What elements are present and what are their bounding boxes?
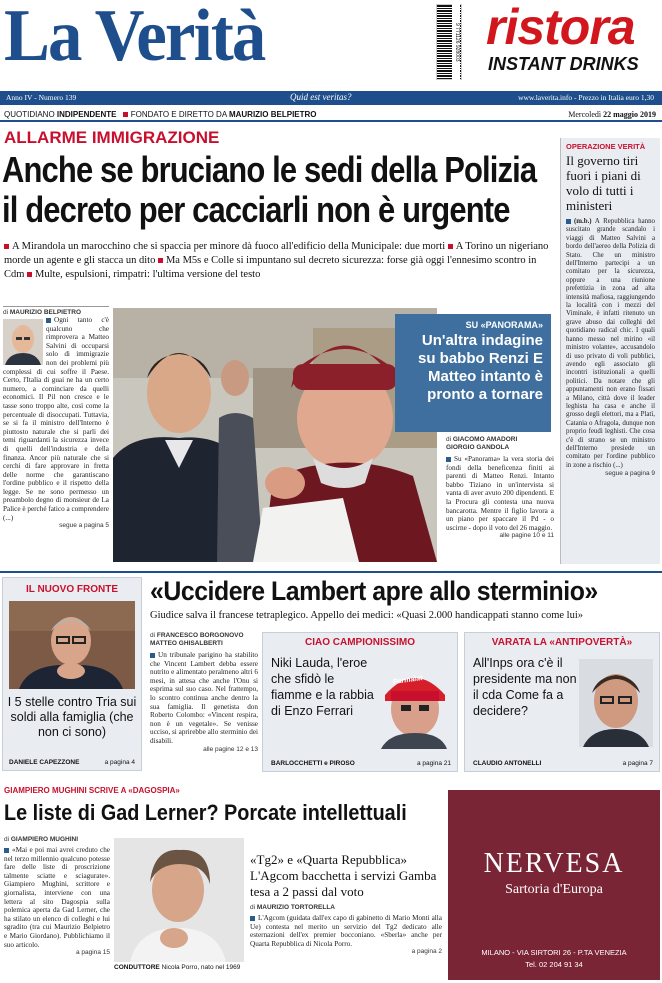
tria-photo: [9, 601, 135, 689]
lauda-box: [262, 632, 458, 772]
bullet-icon: [27, 272, 32, 277]
porro-photo: [114, 838, 244, 962]
inps-headline: All'Inps ora c'è il presidente ma non il cda Come fa a decidere?: [473, 656, 577, 718]
editorial: [3, 306, 109, 568]
byline-prefix: di: [446, 436, 452, 443]
daily-label: QUOTIDIANO: [4, 110, 55, 119]
renzi-author-2: GIORGIO GANDOLA: [446, 444, 510, 451]
fronte-author: DANIELE CAPEZZONE: [9, 759, 80, 766]
founded-label: FONDATO E DIRETTO DA: [130, 110, 227, 119]
nervesa-address: MILANO - VIA SIRTORI 26 - P.TA VENEZIA: [481, 948, 627, 957]
info-line: [0, 108, 662, 122]
byline-prefix: di: [150, 632, 156, 639]
mughini-page: a pagina 15: [76, 949, 110, 957]
lead-sub-4: Multe, espulsioni, rimpatri: l'ultima versione del testo: [35, 269, 261, 280]
porro-text-block: [250, 904, 442, 978]
renzi-text: Su «Panorama» la vera storia dei fondi della beneficenza finiti ai parenti di Matteo Renzi. Intanto babbo Tiziano in un'intervista si vanta di aver avuto 200 dipendenti. E la Procura gli contesta una nuova bancarotta. Mentre il figlio lavora a un piano per spaccare il Pd - o uscirne - dopo il voto del 26 maggio.: [446, 455, 554, 532]
lauda-photo: [375, 657, 453, 749]
square-icon: [46, 318, 51, 323]
lead-kicker: ALLARME IMMIGRAZIONE: [4, 128, 220, 147]
govt-continued: segue a pagina 9: [605, 470, 655, 478]
mughini-text: «Mai e poi mai avrei creduto che nel terzo millennio qualcuno potesse fare delle liste di proscrizione talmente sciatte e sciagurate». Giampiero Mughini, scrittore e giornalista, interviene con una lettera al sito Dagospia sulla polemica aperta da Gad Lerner, che ha stilato un elenco di colleghi e lui sgradito (tra cui Maurizio Belpietro e Mario Giordano). Pubblichiamo il suo articolo.: [4, 846, 110, 949]
porro-page: a pagina 2: [411, 948, 442, 956]
square-icon: [123, 112, 128, 117]
fronte-kicker: IL NUOVO FRONTE: [25, 584, 119, 595]
inps-author: CLAUDIO ANTONELLI: [473, 760, 542, 767]
govt-headline: Il governo tiri fuori i piani di volo di tutti i ministeri: [566, 153, 641, 213]
lead-headline-1: Anche se bruciano le sedi della Polizia: [2, 149, 537, 190]
porro-caption: Nicola Porro, nato nel 1969: [161, 964, 241, 971]
lambert-author-1: FRANCESCO BORGONOVO: [156, 632, 244, 639]
lauda-kicker: CIAO CAMPIONISSIMO: [304, 637, 415, 648]
renzi-kicker: SU «PANORAMA»: [465, 320, 543, 330]
masthead-logo: La Verità: [4, 0, 265, 77]
inps-box: [464, 632, 660, 772]
lauda-page: a pagina 21: [417, 760, 451, 767]
bullet-icon: [448, 244, 453, 249]
fronte-page: a pagina 4: [104, 759, 135, 766]
lauda-headline: Niki Lauda, l'eroe che sfidò le fiamme e la rabbia di Enzo Ferrari: [271, 656, 374, 718]
lambert-continued: alle pagine 12 e 13: [203, 745, 258, 753]
lauda-cap-text: Parmalat: [392, 674, 423, 687]
renzi-author-1: GIACOMO AMADORI: [452, 436, 518, 443]
square-icon: [4, 848, 9, 853]
lambert-subhead: Giudice salva il francese tetraplegico. Appello dei medici: «Quasi 2.000 handicappati stanno come lui»: [150, 610, 583, 621]
porro-text: L'Agcom (guidata dall'ex capo di gabinetto di Mario Monti alla Ue) contesta nel merito un servizio del Tg2 dedicato alle esternazioni dell'ex premier bocconiano. «Sberla» anche per Quarta Repubblica di Nicola Porro.: [250, 914, 442, 948]
square-icon: [150, 653, 155, 658]
mughini-author: GIAMPIERO MUGHINI: [10, 836, 79, 843]
square-icon: [446, 457, 451, 462]
lead-headline-2: il decreto per cacciarli non è urgente: [2, 189, 510, 230]
independent-label: INDIPENDENTE: [56, 110, 117, 119]
belpietro-photo: [3, 319, 43, 365]
lauda-authors: BARLOCCHETTI e PIROSO: [271, 760, 355, 767]
nervesa-subtitle: Sartoria d'Europa: [505, 882, 603, 897]
renzi-photo: [113, 308, 437, 562]
nervesa-phone: Tel. 02 204 91 34: [525, 960, 583, 969]
editorial-continued: segue a pagina 5: [59, 522, 109, 530]
fronte-headline: I 5 stelle contro Tria sui soldi alla famiglia (che non ci sono): [7, 695, 137, 739]
date: 22 maggio 2019: [603, 110, 656, 119]
barcode-number: 9 771126 928003: [452, 4, 460, 80]
porro-author: MAURIZIO TORTORELLA: [256, 904, 335, 911]
porro-headline: «Tg2» e «Quarta Repubblica» L'Agcom bacchetta i servizi Gamba tesa a 2 passi dal voto: [250, 852, 437, 899]
byline-prefix: di: [250, 904, 256, 911]
lead-sub-1: A Mirandola un marocchino che si spaccia per minore dà fuoco all'edificio della Municipale: due morti: [12, 241, 446, 252]
lead-sub-3: Ma M5s e Colle si impuntano sul decreto sicurezza: forse già oggi l'ennesimo scontro in Cdm: [4, 255, 537, 280]
bullet-icon: [4, 244, 9, 249]
lead-headline: [2, 150, 558, 230]
site-price: www.laverita.info - Prezzo in Italia euro 1,30: [518, 93, 654, 102]
masthead: [0, 0, 662, 92]
tridico-photo: [579, 659, 653, 747]
ad-ristora: [480, 0, 662, 88]
lead-subheads: [4, 240, 554, 282]
inps-page: a pagina 7: [622, 760, 653, 767]
date-day: Mercoledì: [568, 110, 602, 119]
porro-caption-label: CONDUTTORE: [114, 964, 160, 971]
lambert-headline: «Uccidere Lambert apre allo sterminio»: [150, 576, 598, 606]
byline-prefix: di: [4, 836, 10, 843]
divider: [0, 571, 662, 573]
inps-kicker: VARATA LA «ANTIPOVERTÀ»: [491, 637, 633, 648]
lambert-author-2: MATTEO GHISALBERTI: [150, 640, 223, 647]
motto: Quid est veritas?: [290, 92, 352, 102]
govt-text: A Repubblica hanno suscitato grande scandalo i viaggi di Matteo Salvini a bordo dell'aereo della Polizia di Stato. Che un ministro dell'Interno partecipi a un comitato per la sicurezza, oppure a una riunione prefettizia in zona ad alta intensità mafiosa, raggiungendo la località con i mezzi del Viminale, è infatti ritenuto un grave abuso dai colleghi del quotidiano radical chic. I quali hanno messo nel mirino «il ministro volante», accusandolo di uso privato di voli pubblici, avendo egli associato gli incontri istituzionali a quelli politici. Da notare che gli appuntamenti non erano fissati a Milano, città dove il leader leghista ha casa e anche il grosso degli elettori, ma a Platì, Catania o Afragola, dunque non proprio feudi leghisti. Che cosa c'è di strano se un ministro dell'Interno presiede un comitato per l'ordine pubblico in zone a rischio (...): [566, 218, 656, 469]
renzi-continued: alle pagine 10 e 11: [499, 532, 554, 540]
byline-prefix: di: [3, 309, 9, 316]
ristora-tagline: INSTANT DRINKS: [488, 54, 639, 74]
director-name: MAURIZIO BELPIETRO: [228, 110, 317, 119]
renzi-text-block: [446, 436, 554, 562]
ristora-logo: ristora: [486, 0, 635, 55]
bullet-icon: [158, 258, 163, 263]
govt-column: [560, 138, 660, 564]
year-issue: Anno IV - Numero 139: [6, 93, 77, 102]
mughini-headline: Le liste di Gad Lerner? Porcate intellettuali: [4, 800, 407, 825]
mughini-text-block: [4, 836, 110, 982]
govt-author: (m.b.): [574, 218, 592, 225]
renzi-headline: Un'altra indagine su babbo Renzi E Matteo intanto è pronto a tornare: [417, 332, 543, 403]
editorial-text: Ogni tanto c'è qualcuno che rimprovera a Matteo Salvini di occuparsi solo di immigrazie non dei problemi più complessi di cui soffre il Paese. Certo, l'Italia di guai ne ha un certo numero, a cominciare da quelli economici. Il Pil non cresce e le tasse sono troppo alte, così come la percentuale di disoccupati. Tuttavia, se si fa il ministro dell'Interno è piuttosto naturale che si parli dei temi riguardanti la sicurezza invece di quelli dell'industria e della finanza. Ancor più naturale che si cerchi di fare approvare in fretta delle norme che garantiscano l'ordine pubblico e il rispetto della legge. Se ne sono permesso un preambolo degno di monsieur de La Palice è perché fatico a comprendere (...): [3, 316, 109, 522]
lambert-text-block: [150, 632, 258, 774]
ad-nervesa[interactable]: [448, 790, 660, 980]
lead-sub-2: A Torino un nigeriano morde un agente e gli stacca un dito: [4, 241, 549, 266]
square-icon: [250, 916, 255, 921]
mughini-kicker: GIAMPIERO MUGHINI SCRIVE A «DAGOSPIA»: [4, 786, 180, 795]
masthead-bar: [0, 91, 662, 105]
lambert-text: Un tribunale parigino ha stabilito che Vincent Lambert debba essere nutrito e alimentato peralmeno altri 6 mesi, in attesa che anche l'Onu si esprima sul suo caso. Nel frattempo, lo scontro continua anche dentro la sua famiglia. Il genetista don Roberto Colombo: «Vincent respira, non è un vegetale». Se venisse ucciso, si aprirebbe allo sterminio dei disabili.: [150, 651, 258, 745]
square-icon: [566, 219, 571, 224]
govt-kicker: OPERAZIONE VERITÀ: [566, 142, 646, 151]
fronte-box: [2, 577, 142, 771]
nervesa-brand: NERVESA: [483, 848, 625, 879]
renzi-box: [395, 314, 551, 432]
editorial-author: MAURIZIO BELPIETRO: [9, 309, 82, 316]
